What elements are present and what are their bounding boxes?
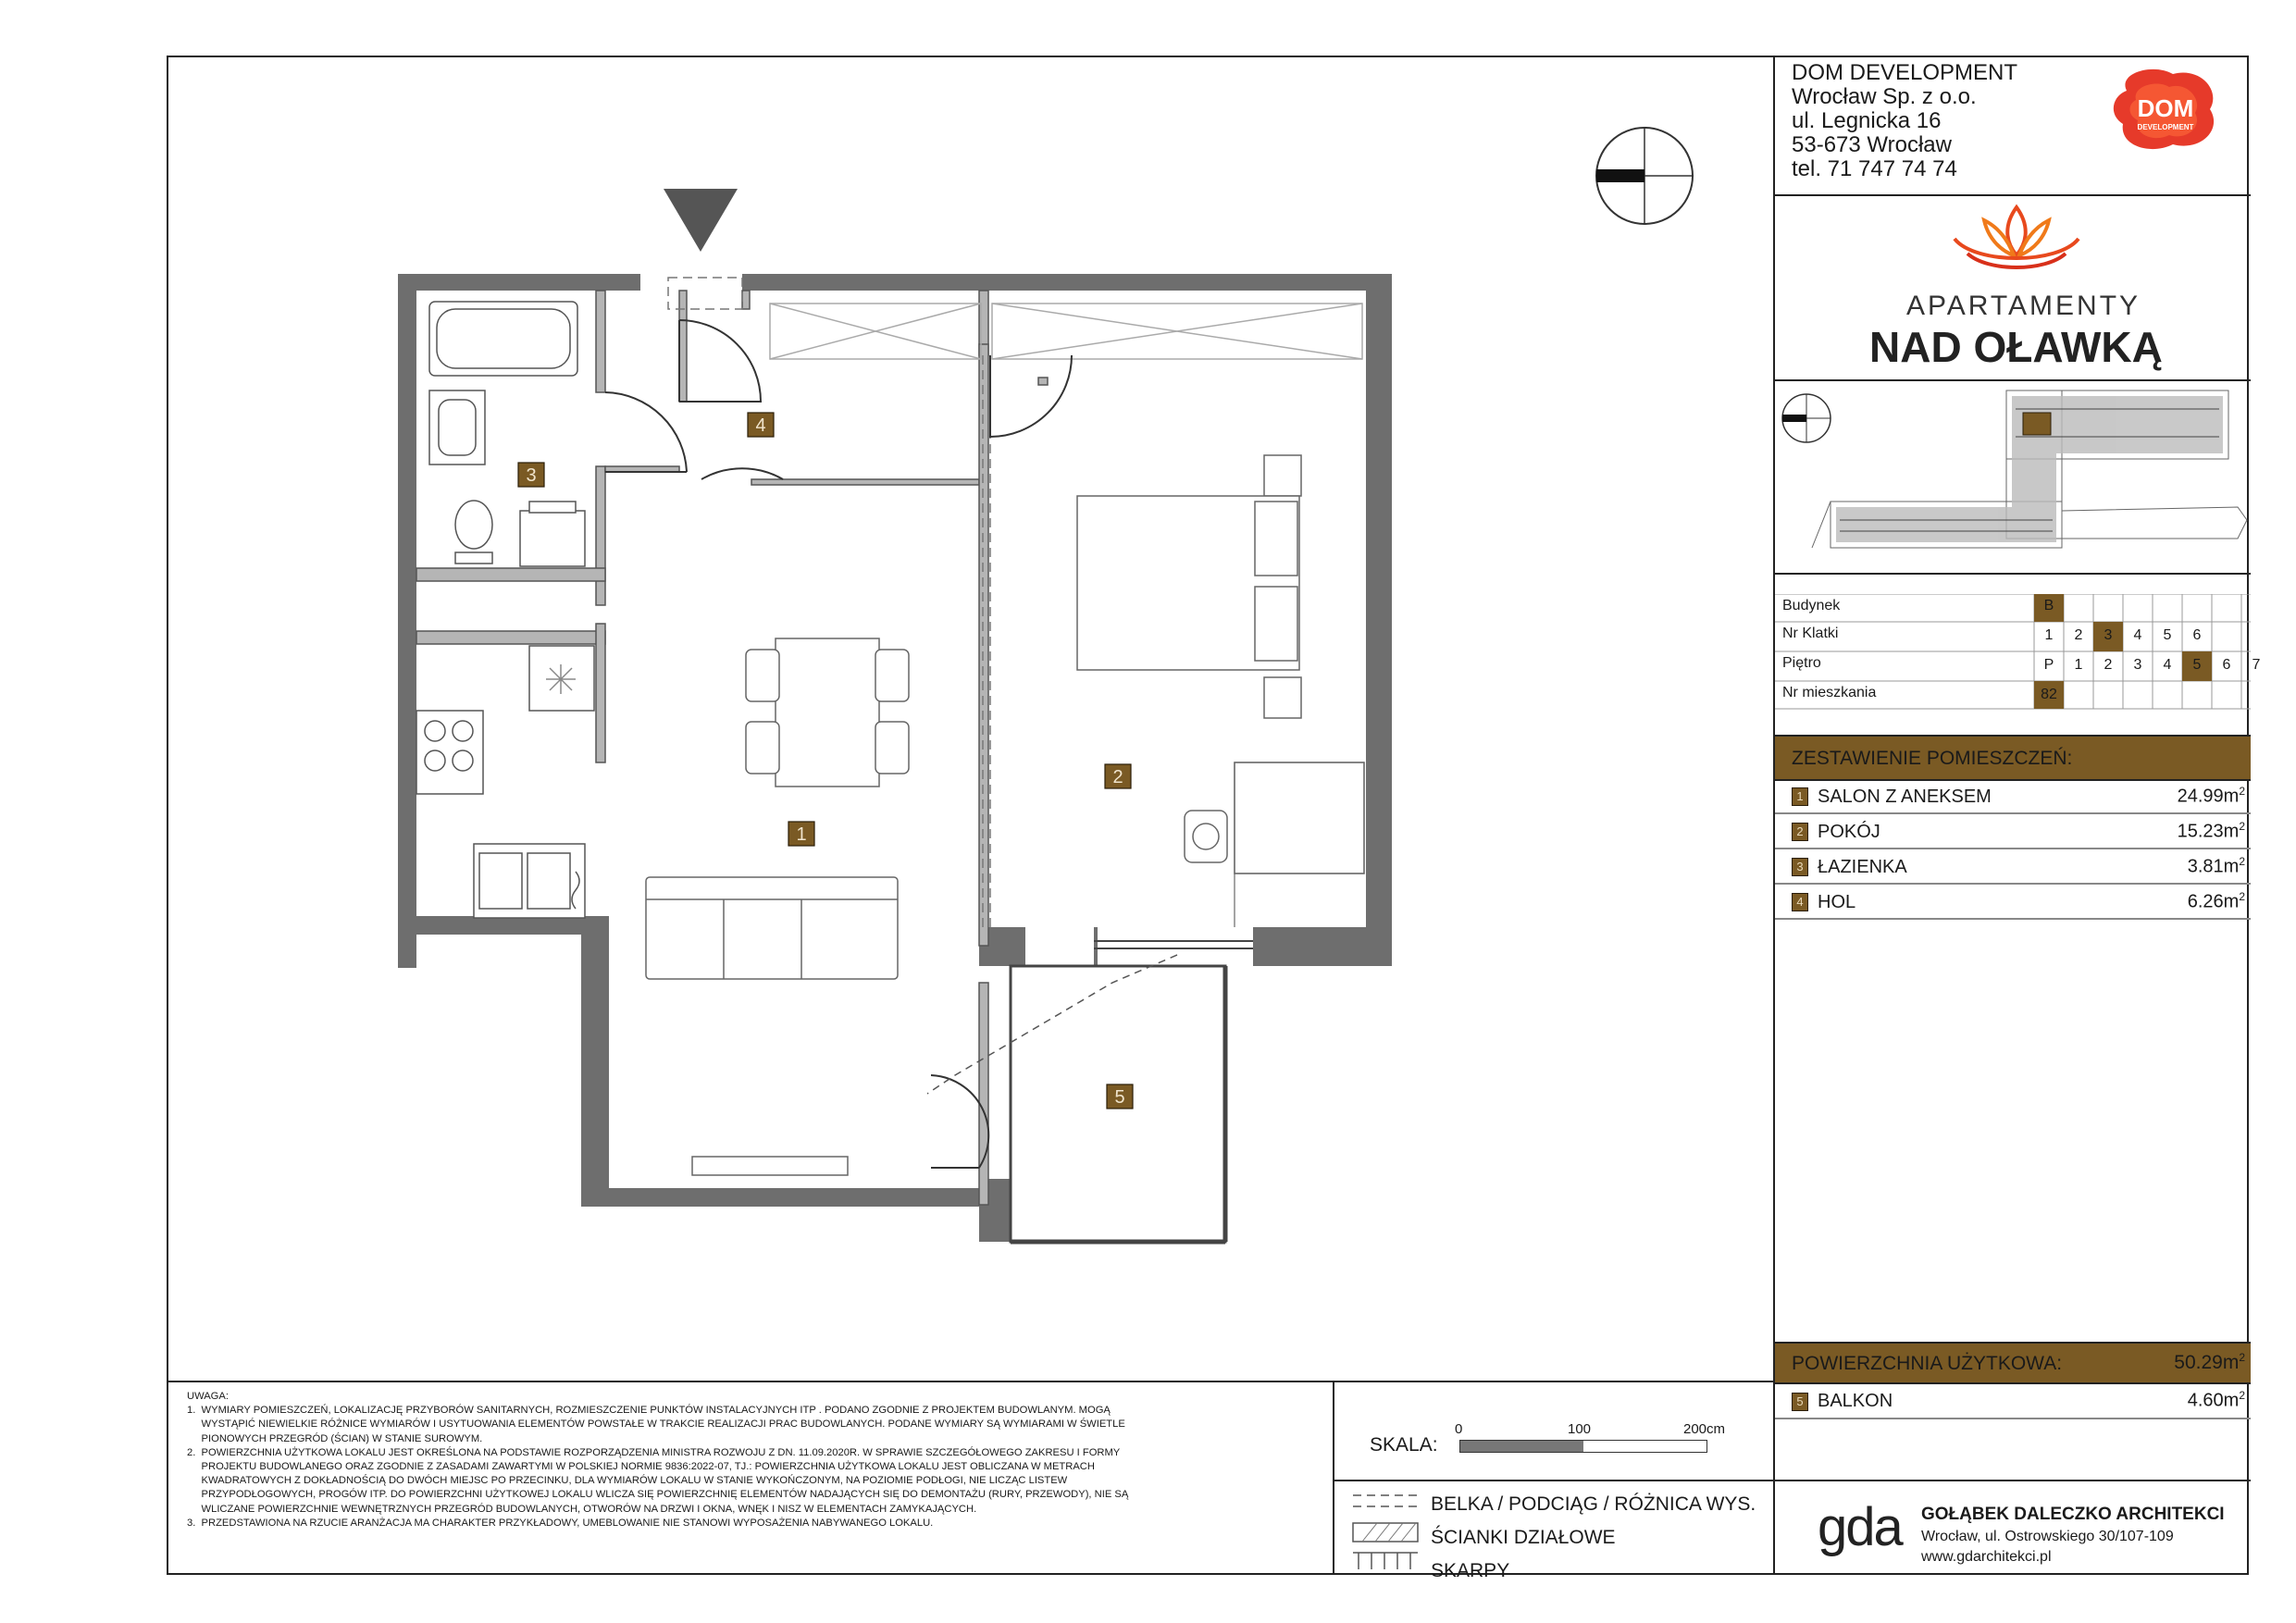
entrance-arrow-icon [664,189,738,252]
location-cell: 2 [2104,657,2113,673]
balcony-divider [1775,1480,2251,1481]
plan-label-3: 3 [526,465,537,486]
notes-line: WLICZANE POWIERZCHNIE WEWNĘTRZNYCH PRZEGRÓD BUDOWLANYCH, OTWORÓW NA DRZWI I OKNA, WNĘK I NISZ W ELEMENTACH ZAMYKAJĄCYCH. [187,1503,977,1515]
room-area: $3.81m^2$ [2187,855,2245,877]
notes-line: PIONOWYCH PRZEGRÓD (ŚCIAN) W STANIE SUROWYM. [187,1432,483,1444]
room-row [1775,814,2251,849]
title-panel [1773,57,2261,1575]
location-cell: 5 [2163,627,2172,643]
architect-mark: gda [1818,1497,1902,1557]
room-area: $15.23m^2$ [2177,820,2245,842]
room-row [1775,779,2251,814]
room-number: 4 [1792,893,1808,911]
notes-line: PROJEKTU BUDOWLANEGO ORAZ ZGODNIE Z ZASADAMI ZAWARTYMI W POLSKIEJ NORMIE 9836:2022-07, TJ.: POWIERZCHNIA UŻYTKOWA LOKALU JEST OBLICZANA W METRACH [187,1461,1095,1473]
room-number: 2 [1792,823,1808,841]
plan-label-1: 1 [796,824,807,845]
room-row [1775,885,2251,920]
plan-label-2: 2 [1112,767,1123,787]
project-name-line2: NAD OŁAWKĄ [1869,323,2163,371]
notes-line: 1. WYMIARY POMIESZCZEŃ, LOKALIZACJĘ PRZYBORÓW SANITARNYCH, ROZMIESZCZENIE PUNKTÓW INSTALACYJNYCH ITP . PODANO ZGODNIE Z PROJEKTEM BUDOWLANYM. MOGĄ [187,1405,1111,1417]
location-cell: 3 [2133,657,2142,673]
location-cell: P [2043,657,2054,673]
scale-legend-hdivider [1333,1480,1773,1481]
notes-line: PRZYPODŁOGOWYCH, PROGÓW ITP. DO POWIERZCHNI UŻYTKOWEJ LOKALU WLICZA SIĘ POWIERZCHNIĘ ELEMENTÓW NADAJĄCYCH SIĘ DO DEMONTAŻU (RURY, PRZEWODY), NIE SĄ [187,1489,1129,1501]
key-plan-north-icon [1782,394,1831,442]
developer-street: ul. Legnicka 16 [1792,108,1942,133]
scale-legend-divider [1333,1381,1334,1575]
plan-label-4: 4 [755,415,766,436]
slope-legend-icon [1353,1553,1418,1569]
room-name: HOL [1818,892,1856,912]
floor-plan [168,57,1773,1381]
logo-text-main: DOM [2137,94,2194,122]
location-cell: 5 [2192,657,2202,673]
row-label-building: Budynek [1782,598,1841,613]
location-cell: 6 [2192,627,2202,643]
architect-logo-icon [1814,1492,1916,1566]
room-name: POKÓJ [1818,822,1880,842]
north-arrow-icon [1596,128,1693,224]
row-label-apartment: Nr mieszkania [1782,685,1877,700]
architect-address: Wrocław, ul. Ostrowskiego 30/107-109 [1921,1529,2174,1544]
plan-label-5: 5 [1114,1087,1125,1108]
location-cell: 82 [2041,687,2057,702]
sheet-frame [167,56,2261,1581]
scale-tick-200: 200cm [1683,1421,1726,1437]
developer-city: 53-673 Wrocław [1792,132,1952,157]
scale-label: SKALA: [1370,1434,1438,1456]
notes-line: 3. PRZEDSTAWIONA NA RZUCIE ARANŻACJA MA CHARAKTER PRZYKŁADOWY, UMEBLOWANIE NIE STANOWI WYPOSAŻENIA NABYWANEGO LOKALU. [187,1517,934,1529]
row-label-floor: Piętro [1782,655,1821,671]
scale-tick-0: 0 [1455,1421,1463,1437]
location-cell: 4 [2133,627,2142,643]
developer-block [1792,61,2017,181]
total-area-label: POWIERZCHNIA UŻYTKOWA: [1792,1353,2063,1374]
room-name: SALON Z ANEKSEM [1818,787,1992,807]
location-cell: 7 [2252,657,2261,673]
rooms-header-label: ZESTAWIENIE POMIESZCZEŃ: [1792,748,2073,769]
keyplan-divider [1775,573,2251,575]
total-area-bar [1775,1342,2251,1384]
room-number: 3 [1792,858,1808,876]
lotus-logo-icon [1947,200,2086,274]
notes-divider [168,1381,1773,1382]
room-number: 1 [1792,787,1808,806]
developer-company: Wrocław Sp. z o.o. [1792,84,1977,109]
balcony-name: BALKON [1818,1391,1893,1411]
location-cell: 1 [2074,657,2083,673]
partition-legend-icon [1353,1523,1418,1542]
developer-name: DOM DEVELOPMENT [1792,60,2018,85]
location-cell: 1 [2044,627,2054,643]
developer-phone: tel. 71 747 74 74 [1792,156,1957,181]
location-cell: 4 [2163,657,2172,673]
project-name-line1: APARTAMENTY [1906,291,2141,321]
logo-text-sub: DEVELOPMENT [2137,123,2194,131]
notes-line: WYSTĄPIĆ NIEWIELKIE RÓŻNICE WYMIARÓW I USYTUOWANIA ELEMENTÓW POWSTAŁE W TRAKCIE REALIZACJI PRAC BUDOWLANYCH. PODANE WYMIARY SĄ WYMIARAMI W ŚWIETLE [187,1419,1125,1431]
legend-item-partition: ŚCIANKI DZIAŁOWE [1431,1527,1616,1548]
scale-tick-100: 100 [1568,1421,1592,1437]
balcony-area: $4.60m^2$ [2187,1389,2245,1411]
row-label-staircase: Nr Klatki [1782,626,1839,641]
architect-web: www.gdarchitekci.pl [1921,1549,2052,1565]
notes-line: 2. POWIERZCHNIA UŻYTKOWA LOKALU JEST OKREŚLONA NA PODSTAWIE ROZPORZĄDZENIA MINISTRA ROZWOJU Z DN. 11.09.2020R. W SPRAWIE SZCZEGÓŁOWEGO ZAKRESU I FORMY [187,1446,1121,1458]
legend-item-slope: SKARPY [1431,1560,1510,1581]
architect-name: GOŁĄBEK DALECZKO ARCHITEKCI [1921,1505,2225,1524]
notes-line: KWADRATOWYCH Z DOKŁADNOŚCIĄ DO DWÓCH MIEJSC PO PRZECINKU, DLA WYMIARÓW LOKALU W STANIE WYKOŃCZONYM, NA POZIOMIE PODŁOGI, NIE LICZĄC LISTEW [187,1475,1068,1487]
room-row [1775,849,2251,885]
legend-item-beam: BELKA / PODCIĄG / RÓŻNICA WYS. [1431,1493,1756,1515]
balcony-number: 5 [1792,1393,1808,1411]
notes-title: UWAGA: [187,1391,229,1402]
balcony-row [1775,1384,2251,1419]
legend-icons [1344,1488,1436,1573]
room-name: ŁAZIENKA [1818,857,1907,877]
location-cell: 3 [2104,627,2113,643]
dom-development-logo [2099,63,2228,155]
room-area: $24.99m^2$ [2177,785,2245,807]
beam-legend-icon [1353,1495,1418,1506]
location-grid [1775,594,2251,714]
key-plan [1775,381,2251,576]
scale-bar [1459,1440,1707,1453]
location-cell: 2 [2074,627,2083,643]
room-area: $6.26m^2$ [2187,890,2245,912]
total-area-value: $50.29m^2$ [2174,1351,2245,1373]
rooms-header [1775,735,2251,781]
location-cell: B [2043,598,2054,613]
developer-divider [1775,194,2251,196]
location-cell: 6 [2222,657,2231,673]
notes-block [187,1390,1325,1530]
